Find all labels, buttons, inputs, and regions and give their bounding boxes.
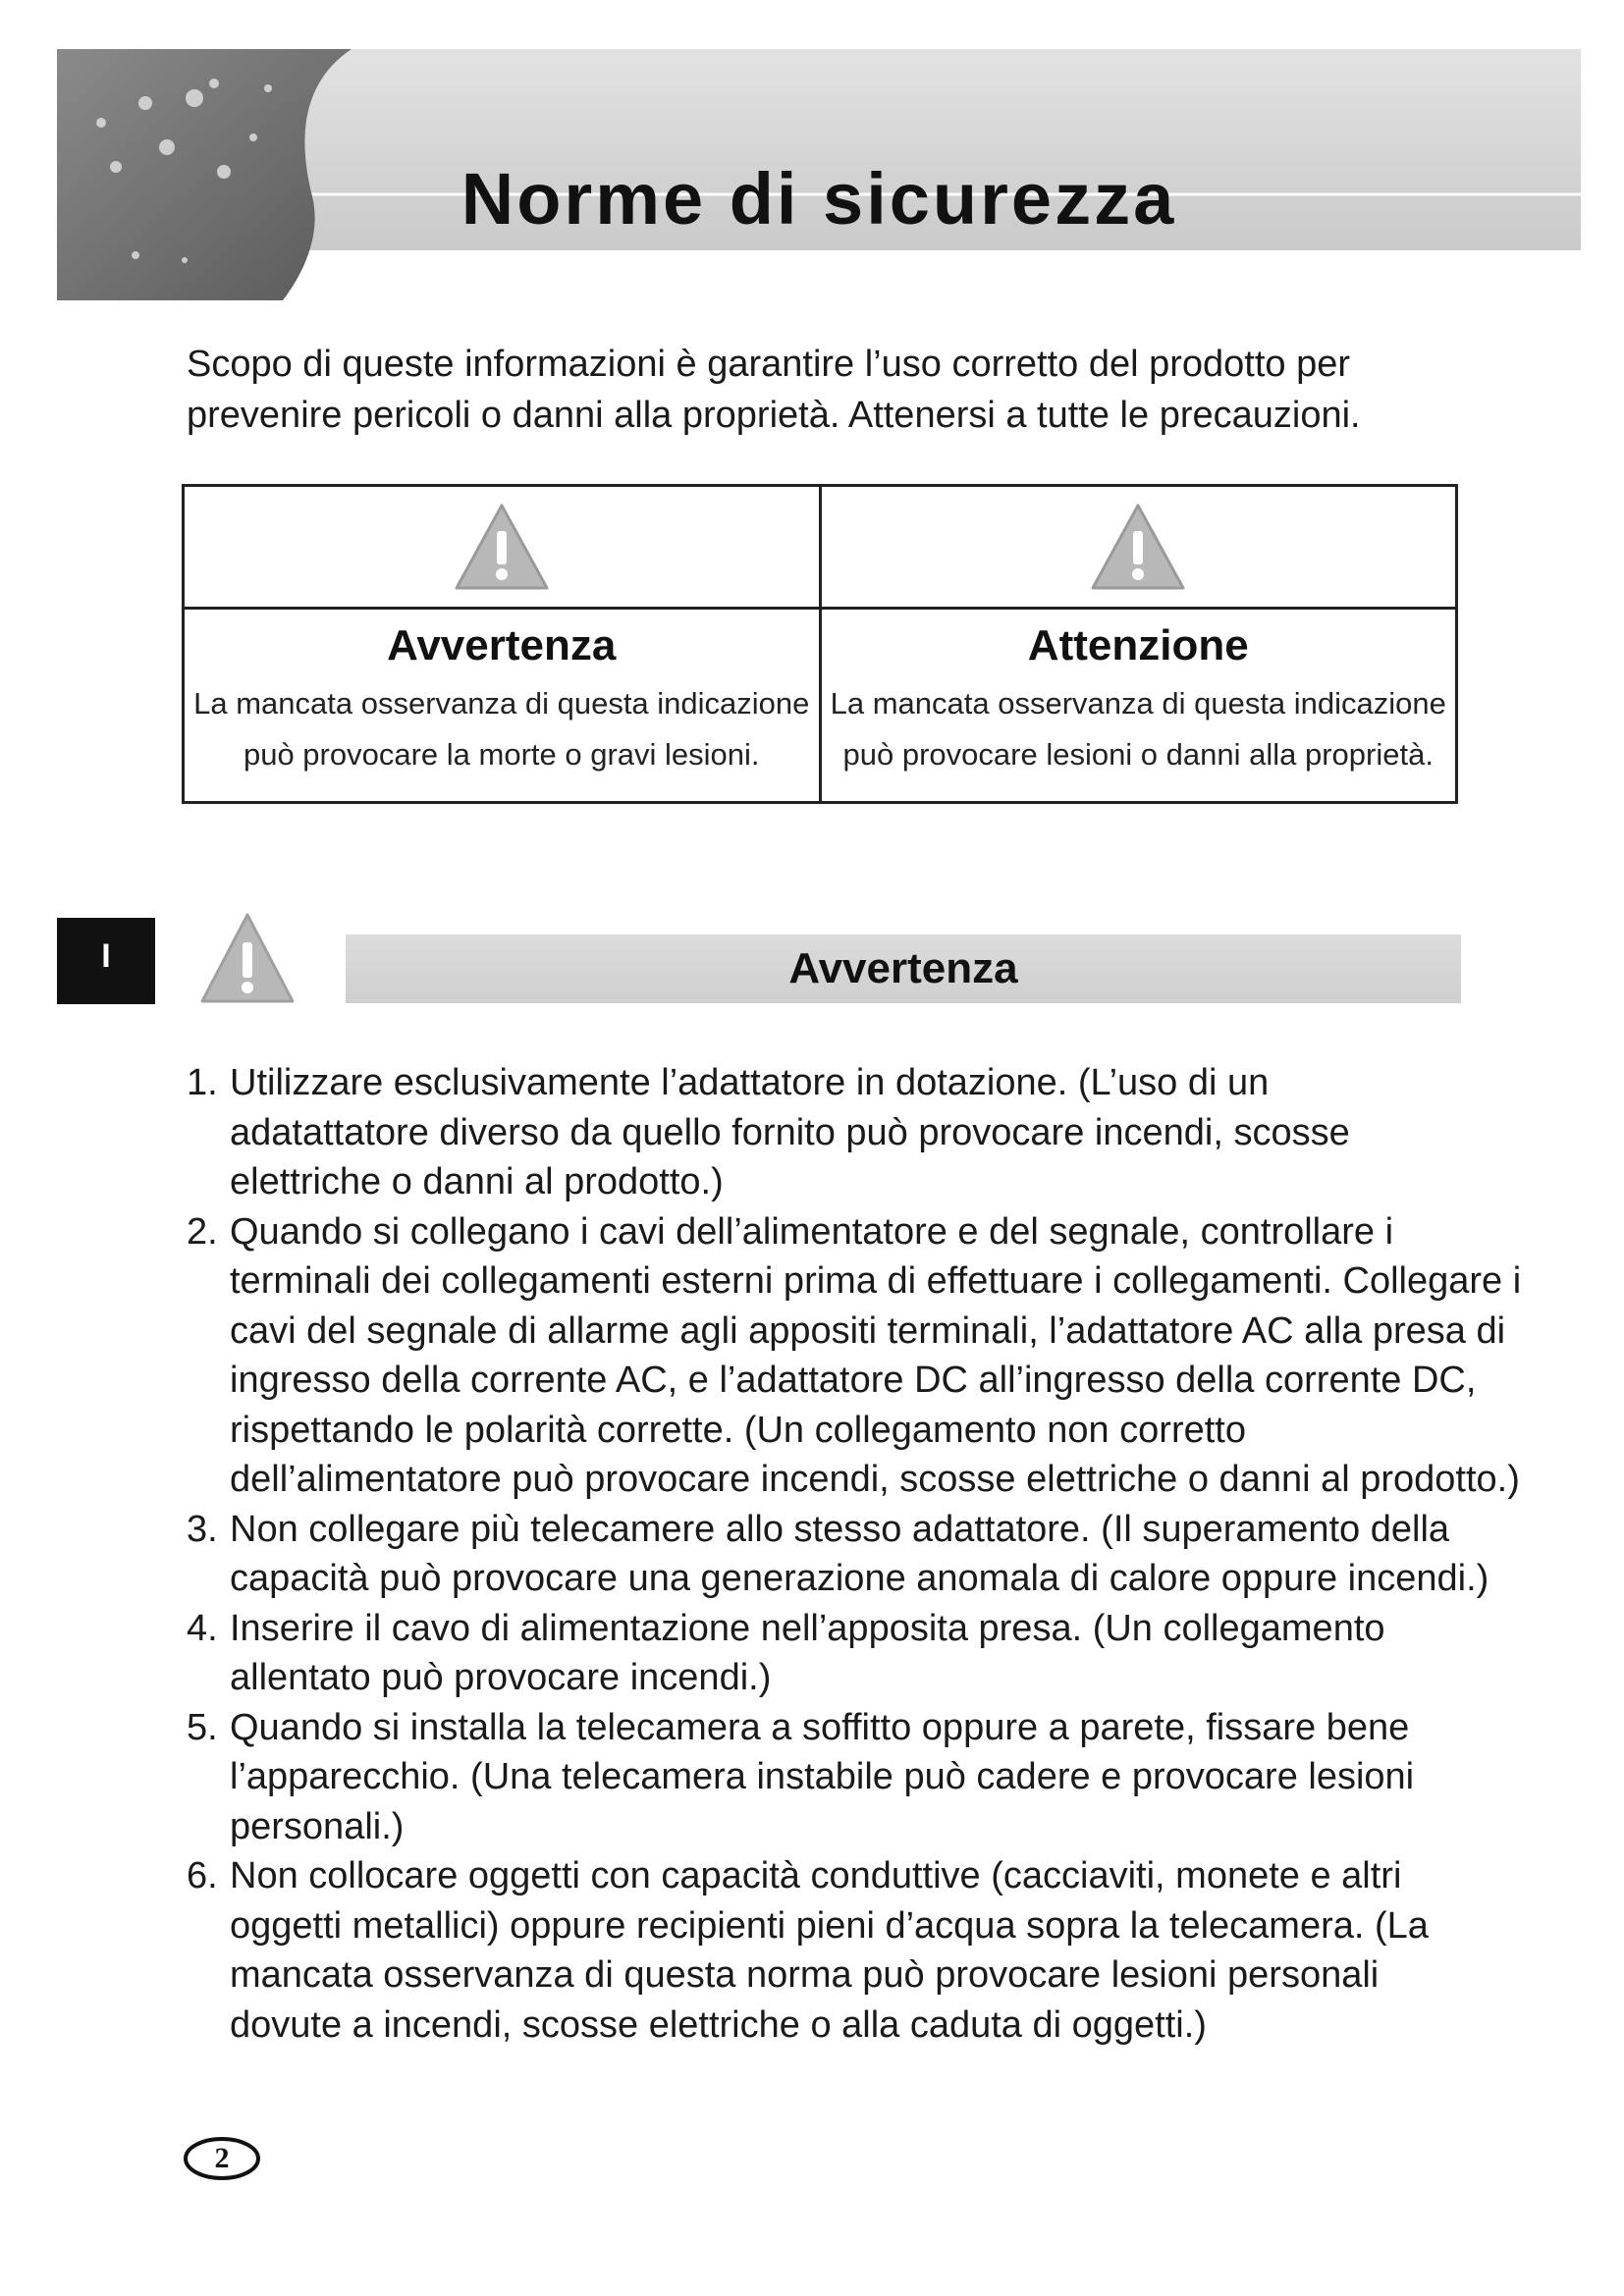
list-item (187, 1058, 1473, 1207)
intro-line: prevenire pericoli o danni alla proprietà. Attenersi a tutte le precauzioni. (187, 395, 1361, 436)
list-item-line: adatattatore diverso da quello fornito può provocare incendi, scosse (230, 1111, 1350, 1153)
list-item-line: Non collegare più telecamere allo stesso adattatore. (Il superamento della (230, 1508, 1450, 1550)
list-item-line: rispettando le polarità corrette. (Un collegamento non corretto (230, 1409, 1246, 1451)
section-header-bar (346, 934, 1461, 1003)
language-tab: I (57, 918, 155, 1004)
warning-triangle-icon (453, 502, 551, 592)
list-item-line: personali.) (230, 1805, 405, 1847)
intro-line: Scopo di queste informazioni è garantire l’uso corretto del prodotto per (187, 344, 1351, 385)
list-item (187, 1604, 1473, 1703)
list-item-line: elettriche o danni al prodotto.) (230, 1161, 724, 1202)
legend-title-warning: Avvertenza (387, 621, 617, 669)
list-item-line: Quando si installa la telecamera a soffitto oppure a parete, fissare bene (230, 1706, 1410, 1748)
list-item (187, 1207, 1522, 1505)
list-item-line: Inserire il cavo di alimentazione nell’apposita presa. (Un collegamento (230, 1607, 1385, 1649)
legend-cell-caution (819, 487, 1456, 801)
list-item-number: 1. (187, 1062, 218, 1103)
list-item-number: 4. (187, 1607, 218, 1649)
legend-desc-line: può provocare lesioni o danni alla proprietà. (842, 737, 1434, 772)
list-item-line: cavi del segnale di allarme agli appositi terminali, l’adattatore AC alla presa di (230, 1309, 1506, 1352)
page-number (183, 2136, 261, 2181)
list-item-number: 5. (187, 1706, 218, 1748)
list-item-line: allentato può provocare incendi.) (230, 1657, 772, 1698)
list-item-line: Quando si collegano i cavi dell’alimentatore e del segnale, controllare i (230, 1210, 1394, 1253)
page-header (57, 49, 1581, 304)
list-item-line: l’apparecchio. (Una telecamera instabile può cadere e provocare lesioni (230, 1756, 1415, 1797)
list-item (187, 1505, 1489, 1604)
list-item-number: 3. (187, 1508, 218, 1550)
list-item-line: Utilizzare esclusivamente l’adattatore in dotazione. (L’uso di un (230, 1062, 1270, 1103)
legend-desc-warning (185, 678, 819, 780)
legend-title-caution: Attenzione (1027, 621, 1249, 669)
list-item-number: 2. (187, 1210, 218, 1253)
legend-cell-warning (185, 487, 819, 801)
list-item-line: Non collocare oggetti con capacità conduttive (cacciaviti, monete e altri (230, 1855, 1402, 1896)
list-item (187, 1851, 1473, 2050)
list-item-line: dovute a incendi, scosse elettriche o alla caduta di oggetti.) (230, 2003, 1207, 2046)
legend-desc-line: La mancata osservanza di questa indicazione (830, 686, 1446, 721)
legend-desc-caution (822, 678, 1456, 780)
warning-triangle-icon (1089, 502, 1187, 592)
list-item-line: mancata osservanza di questa norma può provocare lesioni personali (230, 1954, 1380, 1996)
symbol-legend-table (182, 484, 1458, 804)
list-item-line: dell’alimentatore può provocare incendi, scosse elettriche o danni al prodotto.) (230, 1459, 1520, 1500)
list-item (187, 1703, 1473, 1852)
page-number-text: 2 (214, 2142, 230, 2174)
legend-desc-line: La mancata osservanza di questa indicazione (193, 686, 810, 721)
list-item-number: 6. (187, 1855, 218, 1896)
safety-rules-list (187, 1058, 1522, 2050)
section-title: Avvertenza (788, 944, 1018, 992)
page-title: Norme di sicurezza (460, 158, 1177, 240)
list-item-line: terminali dei collegamenti esterni prima di effettuare i collegamenti. Collegare i (230, 1260, 1522, 1302)
intro-text (187, 339, 1463, 441)
legend-desc-line: può provocare la morte o gravi lesioni. (243, 737, 760, 772)
list-item-line: ingresso della corrente AC, e l’adattatore DC all’ingresso della corrente DC, (230, 1360, 1477, 1401)
list-item-line: capacità può provocare una generazione anomala di calore oppure incendi.) (230, 1558, 1489, 1599)
warning-triangle-icon (198, 911, 297, 1005)
list-item-line: oggetti metallici) oppure recipienti pieni d’acqua sopra la telecamera. (La (230, 1904, 1429, 1947)
